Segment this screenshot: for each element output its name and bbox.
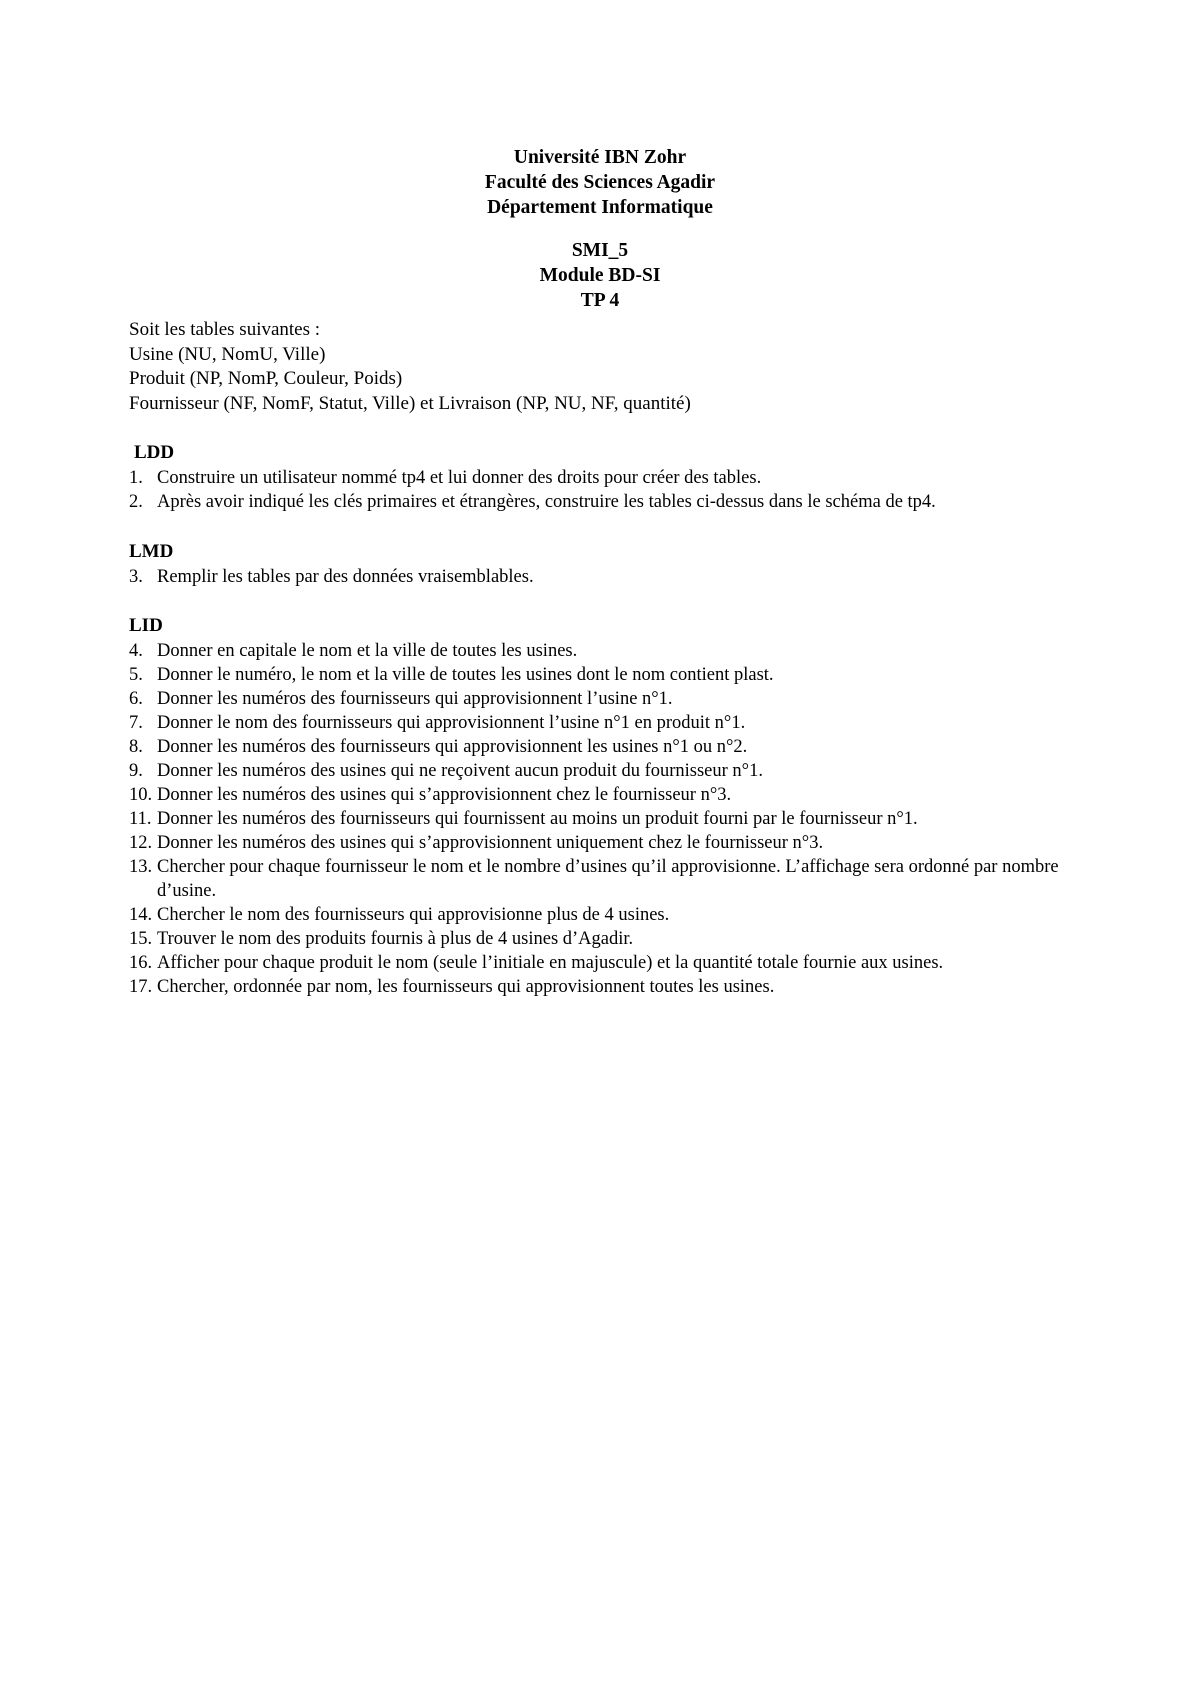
item-number: 12. — [129, 833, 153, 853]
list-item — [129, 975, 1089, 999]
section-lmd — [129, 540, 1089, 589]
item-text: Donner les numéros des fournisseurs qui approvisionnent l’usine n°1. — [157, 689, 673, 709]
module-name: Module BD-SI — [539, 265, 661, 286]
table-fournisseur-livraison: Fournisseur (NF, NomF, Statut, Ville) et Livraison (NP, NU, NF, quantité) — [129, 392, 691, 414]
item-text: Afficher pour chaque produit le nom (seule l’initiale en majuscule) et la quantité totale fournie aux usines. — [157, 953, 944, 973]
item-number: 9. — [129, 761, 143, 781]
item-number: 16. — [129, 953, 153, 973]
item-number: 17. — [129, 977, 153, 997]
list-item — [129, 927, 1089, 951]
item-text: Donner le numéro, le nom et la ville de toutes les usines dont le nom contient plast. — [157, 665, 774, 685]
list-item — [129, 831, 1089, 855]
item-number: 11. — [129, 809, 152, 829]
list-item — [129, 855, 1089, 903]
item-number: 10. — [129, 785, 153, 805]
item-number: 5. — [129, 665, 143, 685]
section-ldd — [129, 441, 1089, 514]
section-title: LMD — [129, 541, 174, 562]
list-item — [129, 639, 1089, 663]
item-number: 4. — [129, 641, 143, 661]
list-item — [129, 490, 1089, 514]
university-name: Université IBN Zohr — [513, 147, 687, 168]
list-item — [129, 951, 1089, 975]
item-text: Trouver le nom des produits fournis à plus de 4 usines d’Agadir. — [157, 929, 634, 949]
item-text: Donner les numéros des usines qui s’approvisionnent uniquement chez le fournisseur n°3. — [157, 833, 824, 853]
item-number: 2. — [129, 492, 143, 512]
table-usine: Usine (NU, NomU, Ville) — [129, 343, 326, 365]
list-item — [129, 711, 1089, 735]
item-text: Après avoir indiqué les clés primaires et étrangères, construire les tables ci-dessus dans le schéma de tp4. — [157, 492, 936, 512]
item-text: Chercher, ordonnée par nom, les fournisseurs qui approvisionnent toutes les usines. — [157, 977, 775, 997]
item-text: Remplir les tables par des données vraisemblables. — [157, 567, 534, 587]
item-text: Donner les numéros des fournisseurs qui fournissent au moins un produit fourni par le fournisseur n°1. — [157, 809, 918, 829]
item-number: 6. — [129, 689, 143, 709]
list-item — [129, 783, 1089, 807]
item-text: Chercher le nom des fournisseurs qui approvisionne plus de 4 usines. — [157, 905, 670, 925]
item-number: 14. — [129, 905, 153, 925]
tp-title: TP 4 — [580, 290, 620, 311]
tables-intro — [129, 318, 691, 416]
section-title: LDD — [134, 442, 175, 463]
table-produit: Produit (NP, NomP, Couleur, Poids) — [129, 368, 403, 389]
document-header — [0, 145, 1200, 313]
item-text: Construire un utilisateur nommé tp4 et lui donner des droits pour créer des tables. — [157, 468, 762, 488]
item-number: 8. — [129, 737, 143, 757]
item-number: 15. — [129, 929, 153, 949]
item-number: 13. — [129, 857, 153, 877]
list-item — [129, 903, 1089, 927]
list-item — [129, 807, 1089, 831]
item-text: Chercher pour chaque fournisseur le nom et le nombre d’usines qu’il approvisionne. L’affichage sera ordonné par nombre d’usine. — [157, 857, 1059, 901]
item-number: 3. — [129, 567, 143, 587]
section-lid — [129, 614, 1089, 999]
intro-lead: Soit les tables suivantes : — [129, 319, 321, 340]
item-text: Donner en capitale le nom et la ville de toutes les usines. — [157, 641, 578, 661]
list-item — [129, 759, 1089, 783]
department-name: Département Informatique — [487, 197, 713, 218]
item-text: Donner les numéros des fournisseurs qui approvisionnent les usines n°1 ou n°2. — [157, 737, 748, 757]
list-item — [129, 663, 1089, 687]
list-item — [129, 687, 1089, 711]
list-item — [129, 735, 1089, 759]
faculty-name: Faculté des Sciences Agadir — [484, 172, 716, 193]
header-gap — [0, 220, 1200, 238]
item-text: Donner les numéros des usines qui ne reçoivent aucun produit du fournisseur n°1. — [157, 761, 763, 781]
item-number: 1. — [129, 468, 143, 488]
item-text: Donner les numéros des usines qui s’approvisionnent chez le fournisseur n°3. — [157, 785, 732, 805]
section-title: LID — [129, 615, 163, 636]
list-item — [129, 565, 1089, 589]
list-item — [129, 466, 1089, 490]
program-name: SMI_5 — [571, 240, 629, 261]
item-text: Donner le nom des fournisseurs qui approvisionnent l’usine n°1 en produit n°1. — [157, 713, 746, 733]
item-number: 7. — [129, 713, 143, 733]
